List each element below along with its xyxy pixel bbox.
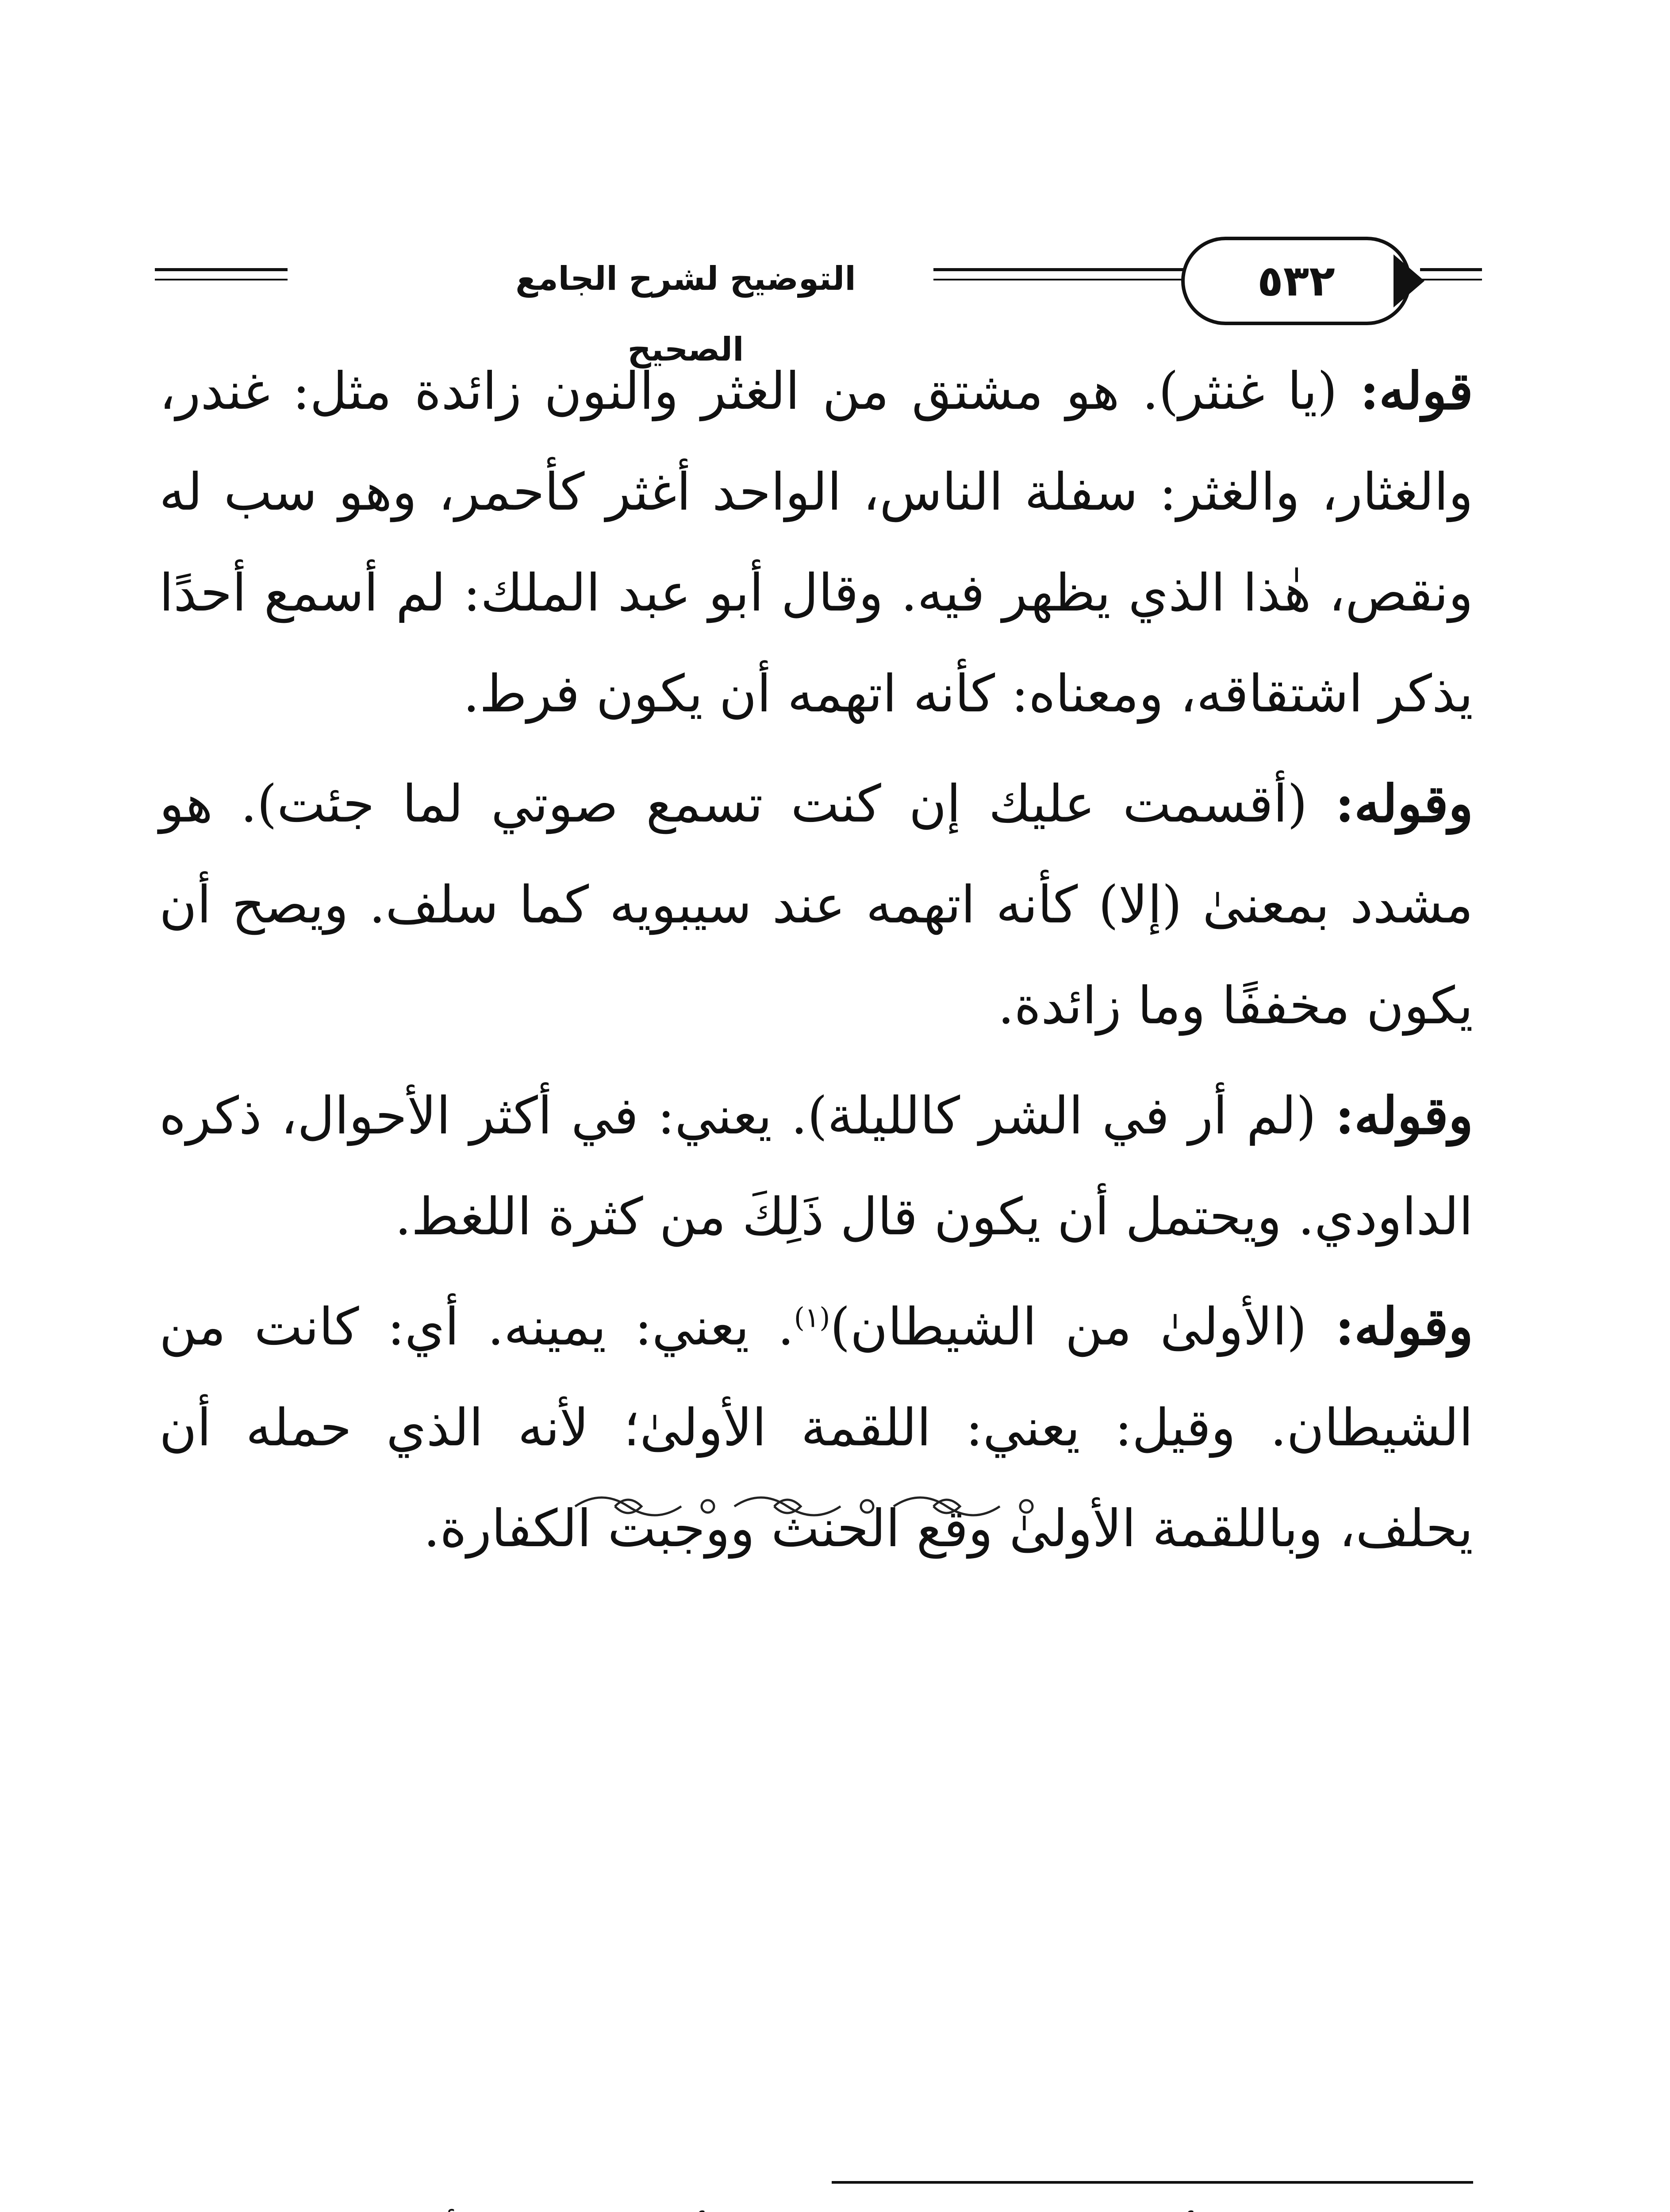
paragraph: [159, 1276, 1473, 1579]
page-header: [155, 226, 1482, 369]
footnotes: [159, 2194, 1473, 2212]
running-title: التوضيح لشرح الجامع الصحيح: [515, 260, 856, 369]
floral-divider-icon: [566, 1486, 1053, 1526]
footnote-reference: (١): [794, 1301, 830, 1334]
header-rule-left-top: [155, 268, 288, 271]
header-rule-middle-bottom: [933, 279, 1190, 280]
paragraph: [159, 341, 1473, 745]
paragraph-label: وقوله:: [1335, 1297, 1473, 1357]
paragraph: [159, 1065, 1473, 1267]
page-number-badge: [1181, 237, 1411, 325]
main-text: [159, 341, 1473, 1588]
header-rule-right-top: [1420, 268, 1482, 271]
header-rule-right-bottom: [1420, 279, 1482, 280]
footnote-separator: [832, 2181, 1473, 2184]
paragraph-text: (الأولىٰ من الشيطان): [830, 1297, 1336, 1357]
footnote: [159, 2194, 1473, 2212]
paragraph: [159, 753, 1473, 1056]
header-rule-left-bottom: [155, 279, 288, 280]
badge-pointer-icon: [1394, 254, 1424, 307]
paragraph-text: . يعني: يمينه. أي: كانت من الشيطان. وقيل: يعني: اللقمة الأولىٰ؛ لأنه الذي حمله أن يحلف، وباللقمة الأولىٰ وقع الحنث ووجبت الكفارة.: [159, 1297, 1473, 1559]
header-rule-middle-top: [933, 268, 1190, 271]
paragraph-text: (أقسمت عليك إن كنت تسمع صوتي لما جئت). هو مشدد بمعنىٰ (إلا) كأنه اتهمه عند سيبويه كما سلف. ويصح أن يكون مخففًا وما زائدة.: [159, 774, 1473, 1036]
paragraph-label: وقوله:: [1335, 1086, 1473, 1146]
paragraph-text: (لم أر في الشر كالليلة). يعني: في أكثر الأحوال، ذكره الداودي. ويحتمل أن يكون قال ذَلِكَ من كثرة اللغط.: [159, 1086, 1473, 1247]
page-number: ٥٣٢: [1257, 256, 1335, 306]
paragraph-text: (يا غنثر). هو مشتق من الغثر والنون زائدة مثل: غندر، والغثار، والغثر: سفلة الناس، الواحد أغثر كأحمر، وهو سب له ونقص، هٰذا الذي يظهر فيه. وقال أبو عبد الملك: لم أسمع أحدًا يذكر اشتقاقه، ومعناه: كأنه اتهمه أن يكون فرط.: [159, 361, 1473, 724]
paragraph-label: وقوله:: [1335, 774, 1473, 834]
paragraph-label: قوله:: [1360, 361, 1473, 421]
